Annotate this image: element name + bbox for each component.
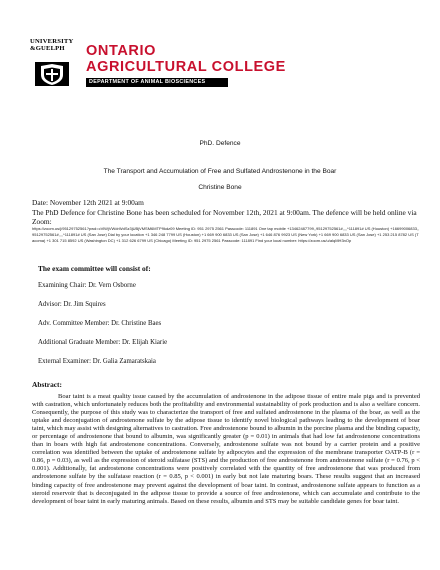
university-name-line2: &GUELPH: [30, 45, 65, 52]
event-type: PhD. Defence: [199, 140, 241, 147]
college-branding: [86, 44, 386, 87]
committee-heading: The exam committee will consist of:: [38, 264, 151, 273]
schedule-line: The PhD Defence for Christine Bone has been scheduled for November 12th, 2021 at 9:00am. The defence will be held online via Zoom:: [32, 208, 417, 226]
university-name-line1: UNIVERSITY: [30, 38, 74, 45]
candidate-name: Christine Bone: [198, 184, 242, 191]
committee-section: [38, 264, 418, 377]
crest-icon: [35, 62, 69, 86]
college-name-line1: ONTARIO: [86, 43, 156, 59]
letterhead: [30, 38, 420, 90]
university-logo: [30, 38, 74, 90]
zoom-meeting-details[interactable]: https://zoom.us/j/95129752561?pwd=cVlWjVWdrWdSz3jUBjVMSM6MTP9kdz09 Meeting ID: 951 2975 2561 Passcode: 111891 One tap mobile +13462487799,,95129752561#,,,,*111891# US (Houston) +16699006833,,95129752561#,,,,*111891# US (San Jose) Dial by your location +1 346 248 7799 US (Houston) +1 669 900 6833 US (San Jose) +1 646 876 9923 US (New York) +1 669 900 6833 US (San Jose) +1 253 215 8782 US (Tacoma) +1 301 715 8592 US (Washington DC) +1 312 626 6799 US (Chicago) Meeting ID: 951 2975 2561 Passcode: 111891 Find your local number: https://zoom.us/u/alqMH3nOp: [32, 226, 420, 243]
committee-member: Adv. Committee Member: Dr. Christine Baes: [38, 320, 162, 327]
committee-member: Additional Graduate Member: Dr. Elijah Kiarie: [38, 339, 168, 346]
college-name-line2: AGRICULTURAL COLLEGE: [86, 59, 286, 75]
abstract-heading: Abstract:: [32, 380, 62, 389]
committee-member: External Examiner: Dr. Galia Zamaratskaia: [38, 358, 156, 365]
thesis-title: The Transport and Accumulation of Free and Sulfated Androstenone in the Boar: [103, 168, 337, 175]
department-banner: DEPARTMENT OF ANIMAL BIOSCIENCES: [86, 78, 228, 87]
abstract-body: Boar taint is a meat quality issue caused by the accumulation of androstenone in the adipose tissue of entire male pigs and is prevented with castration, which unfortunately reduces both the profitability and environmental sustainability of pork production and is also a welfare concern. Consequently, the purpose of this study was to characterize the transport of free and sulfated androstenone in the plasma of the boar, as well as the uptake and deconjugation of androstenone sulfate by the adipose tissue to identify novel biological pathways leading to the development of boar taint, which may assist with designing alternatives to castration. Free androstenone bound to albumin in the porcine plasma and the binding capacity, or percentage of androstenone that bound to albumin, was significantly greater (p = 0.01) in animals that had low fat androstenone concentrations than in boars with high fat androstenone concentrations. Conversely, androstenone sulfate was not bound by a carrier protein and a positive correlation was identified between the uptake of androstenone sulfate by adipocytes and the expression of the membrane transporter OATP-B (r = 0.86, p = 0.03), as well as the expression of steroid sulfatase (STS) and the production of free androstenone from androstenone sulfate (r = 0.76, p < 0.001). Additionally, fat androstenone concentrations were positively correlated with the quantity of free androstenone that was produced from androstenone sulfate by the sulfatase reaction (r = 0.85, p < 0.001) in early but not late maturing boars. These results suggest that an increased binding capacity of free androstenone may prevent against the development of boar taint. In contrast, androstenone sulfate appears to function as a steroid reservoir that is deconjugated in the adipose tissue to provide a source of free androstenone, which can accumulate and contribute to the development of boar taint in early maturing animals. Based on these results, albumin and STS may be suitable candidate genes for boar taint.: [32, 393, 420, 505]
committee-member: Advisor: Dr. Jim Squires: [38, 301, 106, 308]
committee-member: Examining Chair: Dr. Vern Osborne: [38, 282, 136, 289]
date-line: Date: November 12th 2021 at 9:00am: [32, 198, 144, 207]
